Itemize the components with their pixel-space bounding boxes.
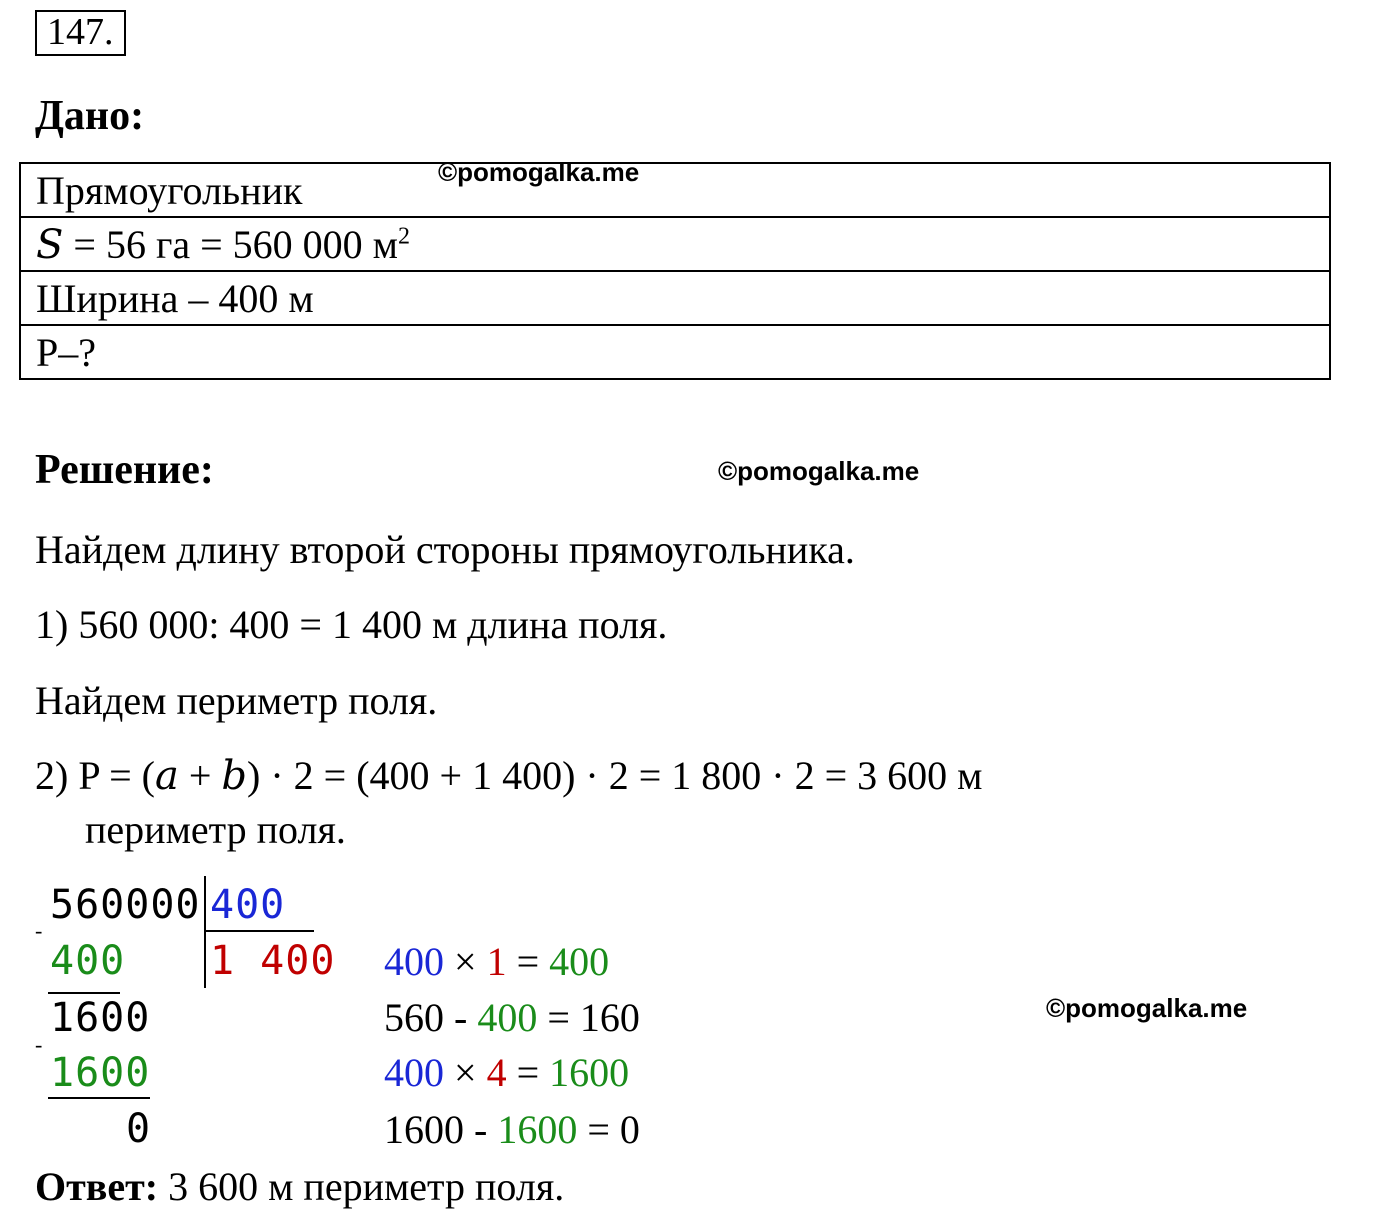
check4-start: 1600 - [384, 1107, 498, 1152]
given-width: Ширина – 400 м [20, 271, 1330, 325]
minus-sign-1: - [35, 918, 43, 943]
check4-sub: 1600 [497, 1107, 578, 1152]
watermark-3: ©pomogalka.me [1046, 993, 1248, 1023]
check-line-3 [384, 1049, 629, 1096]
check4-result: = 0 [577, 1107, 640, 1152]
underline-1 [48, 992, 120, 994]
answer-label: Ответ: [35, 1164, 159, 1209]
solution-step-2-cont: периметр поля. [85, 807, 346, 852]
answer-text: 3 600 м периметр поля. [158, 1164, 565, 1209]
given-heading: Дано: [35, 93, 145, 139]
check2-sub: 400 [477, 995, 538, 1040]
given-row-question [20, 325, 1330, 379]
given-area [20, 217, 1330, 271]
minus-sign-2: - [35, 1032, 43, 1057]
area-exponent: 2 [398, 223, 410, 250]
quotient: 1 400 [210, 938, 336, 984]
step2-rest: ) · 2 = (400 + 1 400) · 2 = 1 800 · 2 = 3 600 м [247, 753, 983, 798]
var-b: b [221, 753, 247, 799]
check2-start: 560 - [384, 995, 478, 1040]
final-remainder: 0 [126, 1106, 152, 1152]
watermark-1: ©pomogalka.me [438, 157, 640, 187]
check3-op: × [444, 1050, 487, 1095]
area-variable: S [36, 221, 64, 268]
check3-digit: 4 [486, 1050, 507, 1095]
answer-line [35, 1163, 564, 1210]
given-row-width [20, 271, 1330, 325]
dividend: 560000 [50, 882, 201, 928]
underline-2 [48, 1097, 150, 1099]
solution-intro-1: Найдем длину второй стороны прямоугольника. [35, 527, 855, 572]
division-horizontal-line [204, 930, 314, 932]
var-a: a [154, 753, 179, 799]
step2-plus: + [178, 753, 222, 798]
subtrahend-1: 400 [50, 938, 126, 984]
given-row-area [20, 217, 1330, 271]
given-shape: Прямоугольник [20, 163, 1330, 217]
watermark-2: ©pomogalka.me [718, 456, 920, 486]
check3-divisor: 400 [384, 1050, 444, 1095]
given-question: P–? [20, 325, 1330, 379]
solution-intro-2: Найдем периметр поля. [35, 678, 438, 723]
solution-step-2 [35, 752, 982, 799]
step2-paren: ( [141, 753, 155, 798]
given-table [19, 162, 1331, 380]
divisor: 400 [210, 882, 286, 928]
check-line-1 [384, 938, 609, 985]
step2-prefix: 2) P = [35, 753, 142, 798]
check2-result: = 160 [537, 995, 640, 1040]
check3-eq: = [506, 1050, 550, 1095]
check1-divisor: 400 [384, 939, 444, 984]
check1-digit: 1 [486, 939, 507, 984]
check-line-4 [384, 1106, 640, 1153]
check1-op: × [444, 939, 487, 984]
area-value: = 56 га = 560 000 м [63, 221, 398, 267]
solution-step-1: 1) 560 000: 400 = 1 400 м длина поля. [35, 602, 668, 647]
subtrahend-2: 1600 [50, 1050, 151, 1096]
division-vertical-line [204, 876, 206, 988]
check1-eq: = [506, 939, 550, 984]
check-line-2 [384, 994, 640, 1041]
solution-heading: Решение: [35, 447, 214, 493]
check3-result: 1600 [549, 1050, 630, 1095]
remainder-1: 1600 [50, 995, 151, 1041]
given-row-shape [20, 163, 1330, 217]
problem-number: 147. [35, 10, 126, 56]
check1-result: 400 [549, 939, 610, 984]
